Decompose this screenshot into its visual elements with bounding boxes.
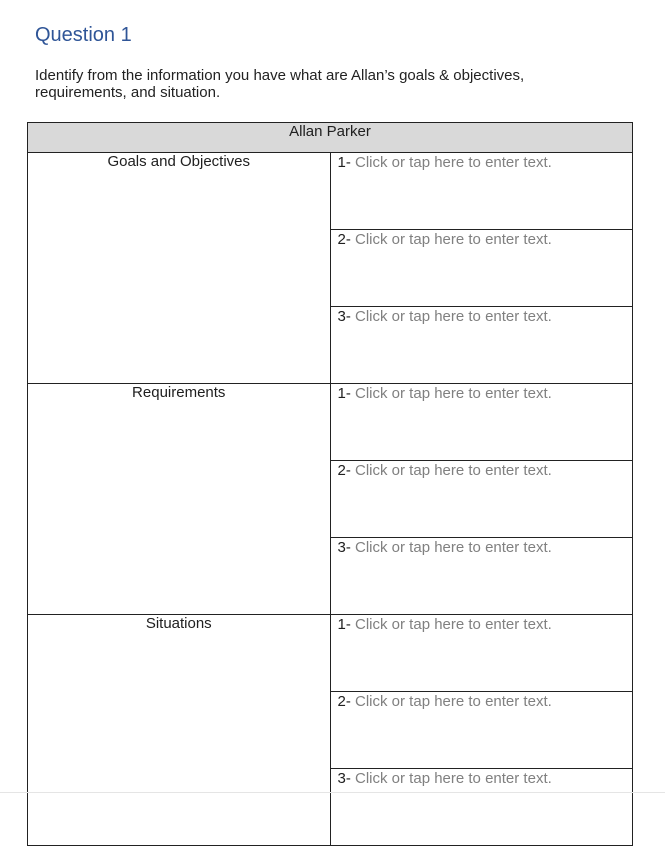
entry-number: 2- — [337, 231, 351, 248]
table-row — [28, 384, 633, 461]
entry-placeholder[interactable]: Click or tap here to enter text. — [355, 308, 552, 325]
question-title: Question 1 — [35, 24, 132, 46]
table-row — [28, 153, 633, 230]
entry-number: 1- — [337, 616, 351, 633]
entry-number: 3- — [337, 539, 351, 556]
entry-field-situations-3[interactable] — [330, 769, 633, 846]
entry-placeholder[interactable]: Click or tap here to enter text. — [355, 154, 552, 171]
table-header-row — [28, 123, 633, 153]
entry-field-requirements-3[interactable] — [330, 538, 633, 615]
entry-placeholder[interactable]: Click or tap here to enter text. — [355, 616, 552, 633]
entry-placeholder[interactable]: Click or tap here to enter text. — [355, 539, 552, 556]
entry-field-goals-2[interactable] — [330, 230, 633, 307]
entry-field-goals-3[interactable] — [330, 307, 633, 384]
entry-field-goals-1[interactable] — [330, 153, 633, 230]
entry-field-requirements-2[interactable] — [330, 461, 633, 538]
entry-field-situations-2[interactable] — [330, 692, 633, 769]
entry-number: 2- — [337, 462, 351, 479]
entry-number: 1- — [337, 154, 351, 171]
entry-placeholder[interactable]: Click or tap here to enter text. — [355, 693, 552, 710]
entry-placeholder[interactable]: Click or tap here to enter text. — [355, 462, 552, 479]
entry-number: 3- — [337, 770, 351, 787]
entry-field-requirements-1[interactable] — [330, 384, 633, 461]
entry-placeholder[interactable]: Click or tap here to enter text. — [355, 385, 552, 402]
question-instructions: Identify from the information you have what are Allan’s goals & objectives, requirements, and situation. — [35, 67, 525, 101]
profile-table — [27, 122, 633, 846]
entry-field-situations-1[interactable] — [330, 615, 633, 692]
row-label-requirements: Requirements — [28, 384, 331, 615]
table-title: Allan Parker — [28, 123, 633, 153]
entry-number: 3- — [337, 308, 351, 325]
entry-placeholder[interactable]: Click or tap here to enter text. — [355, 231, 552, 248]
row-label-situations: Situations — [28, 615, 331, 846]
entry-number: 1- — [337, 385, 351, 402]
entry-placeholder[interactable]: Click or tap here to enter text. — [355, 770, 552, 787]
table-row — [28, 615, 633, 692]
row-label-goals-objectives: Goals and Objectives — [28, 153, 331, 384]
entry-number: 2- — [337, 693, 351, 710]
